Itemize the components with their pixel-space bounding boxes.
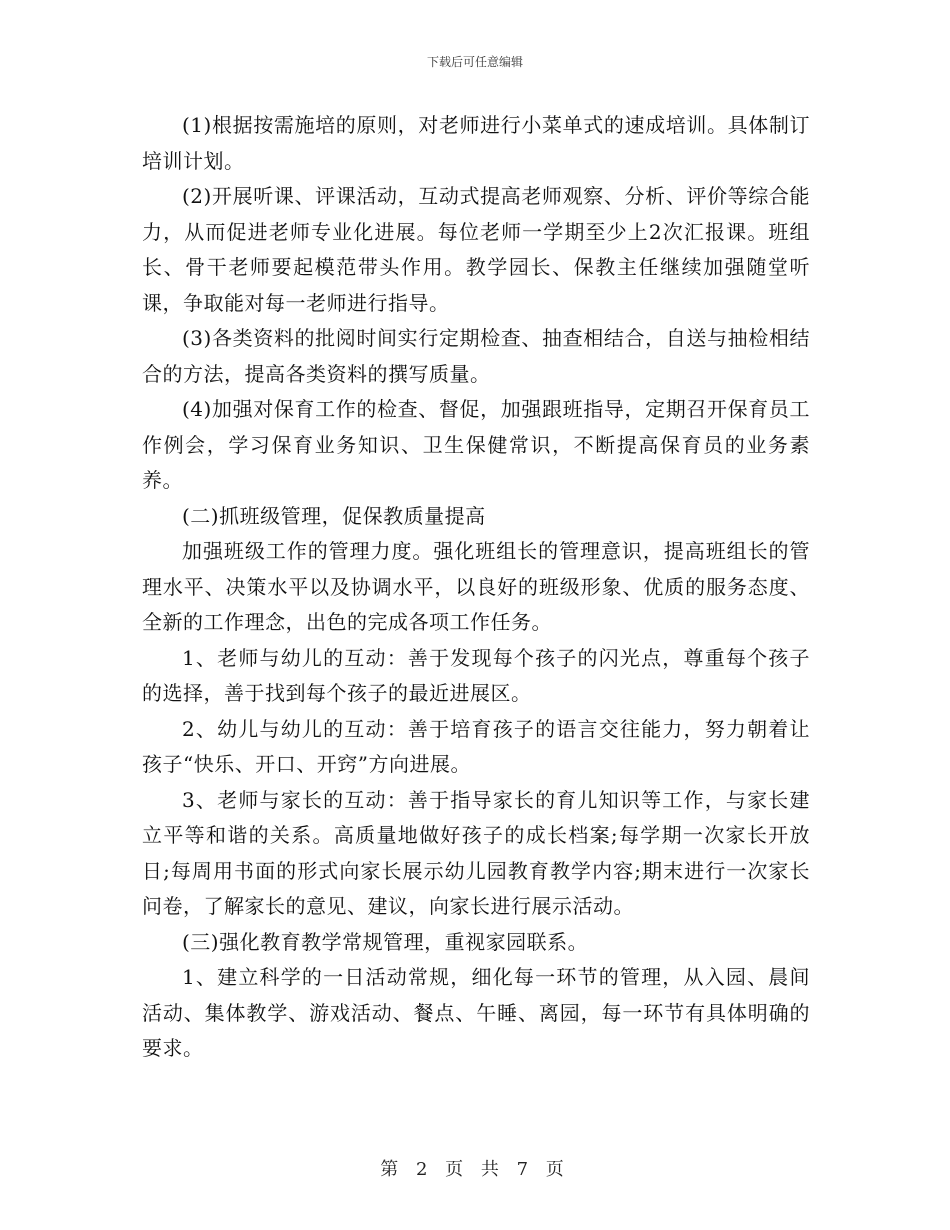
paragraph-9: 3、老师与家长的互动：善于指导家长的育儿知识等工作，与家长建立平等和谐的关系。高质量地做好孩子的成长档案;每学期一次家长开放日;每周用书面的形式向家长展示幼儿园教育教学内容;期末进行一次家长问卷，了解家长的意见、建议，向家长进行展示活动。 [142,787,810,918]
paragraph-11: 1、建立科学的一日活动常规，细化每一环节的管理，从入园、晨间活动、集体教学、游戏活动、餐点、午睡、离园，每一环节有具体明确的要求。 [142,965,810,1060]
paragraph-8: 2、幼儿与幼儿的互动：善于培育孩子的语言交往能力，努力朝着让孩子“快乐、开口、开窍”方向进展。 [142,716,810,776]
section-heading-3: (三)强化教育教学常规管理，重视家园联系。 [182,929,589,954]
paragraph-6: 加强班级工作的管理力度。强化班组长的管理意识，提高班组长的管理水平、决策水平以及协调水平，以良好的班级形象、优质的服务态度、全新的工作理念，出色的完成各项工作任务。 [142,539,810,634]
paragraph-2: (2)开展听课、评课活动，互动式提高老师观察、分析、评价等综合能力，从而促进老师专业化进展。每位老师一学期至少上2次汇报课。班组长、骨干老师要起模范带头作用。教学园长、保教主任继续加强随堂听课，争取能对每一老师进行指导。 [142,184,810,315]
paragraph-3: (3)各类资料的批阅时间实行定期检查、抽查相结合，自送与抽检相结合的方法，提高各类资料的撰写质量。 [142,326,810,386]
paragraph-4: (4)加强对保育工作的检查、督促，加强跟班指导，定期召开保育员工作例会，学习保育业务知识、卫生保健常识，不断提高保育员的业务素养。 [142,397,810,492]
page-number: 第 2 页 共 7 页 [380,1159,570,1180]
section-heading-2: (二)抓班级管理，促保教质量提高 [182,503,486,528]
paragraph-1: (1)根据按需施培的原则，对老师进行小菜单式的速成培训。具体制订培训计划。 [142,113,810,173]
document-body [142,108,810,1067]
paragraph-7: 1、老师与幼儿的互动：善于发现每个孩子的闪光点，尊重每个孩子的选择，善于找到每个孩子的最近进展区。 [142,645,810,705]
page-header: 下载后可任意编辑 [426,55,523,69]
